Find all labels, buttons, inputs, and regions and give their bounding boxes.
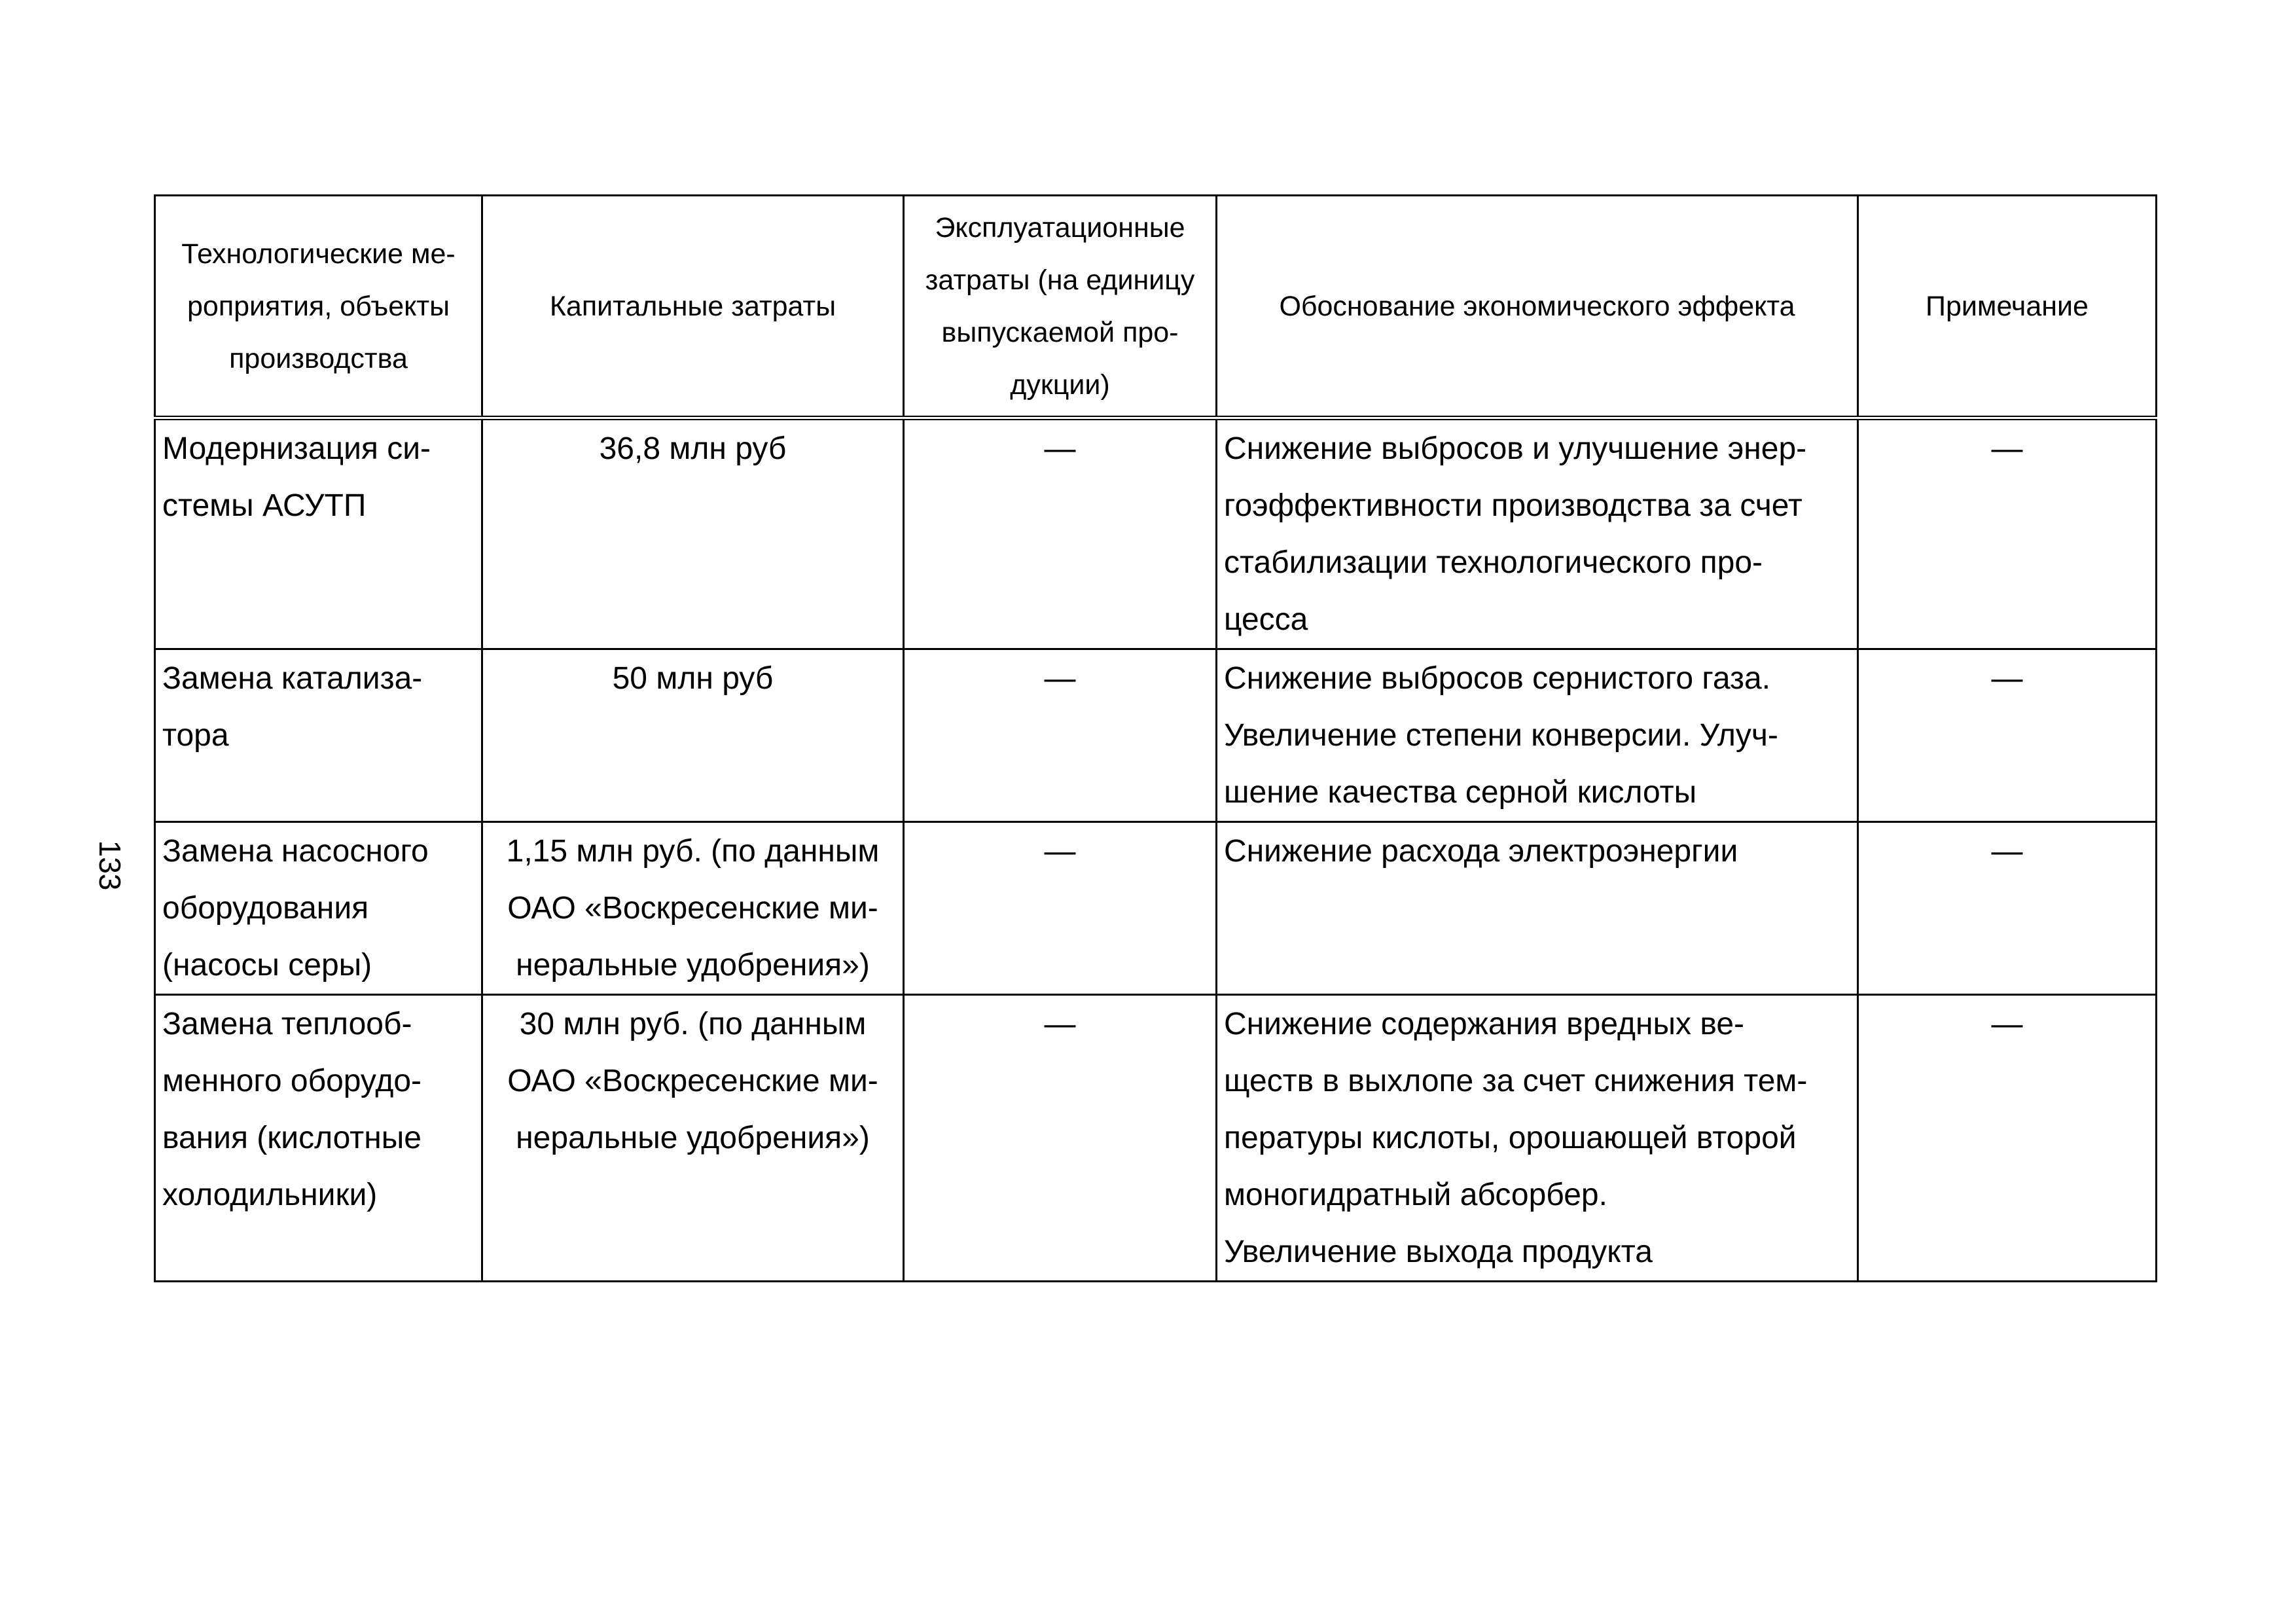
page-number: 133 bbox=[93, 840, 127, 891]
header-note: Примечание bbox=[1858, 196, 2157, 418]
cell-note: — bbox=[1858, 822, 2157, 995]
table-body bbox=[155, 418, 2157, 1282]
cell-capital: 50 млн руб bbox=[482, 649, 904, 822]
table-row bbox=[155, 418, 2157, 649]
cell-operating: — bbox=[904, 418, 1217, 649]
cell-note: — bbox=[1858, 995, 2157, 1282]
cell-capital: 1,15 млн руб. (по данным ОАО «Воскресенские ми- неральные удобрения») bbox=[482, 822, 904, 995]
header-justification: Обоснование экономического эффекта bbox=[1217, 196, 1858, 418]
cell-operating: — bbox=[904, 649, 1217, 822]
cell-measure: Замена катализа- тора bbox=[155, 649, 482, 822]
table-row bbox=[155, 995, 2157, 1282]
table-header bbox=[155, 196, 2157, 418]
cell-note: — bbox=[1858, 418, 2157, 649]
measures-table bbox=[154, 194, 2157, 1282]
header-capital-costs: Капитальные затраты bbox=[482, 196, 904, 418]
cell-measure: Модернизация си- стемы АСУТП bbox=[155, 418, 482, 649]
header-operating-costs: Эксплуатационные затраты (на единицу выпускаемой про- дукции) bbox=[904, 196, 1217, 418]
cell-operating: — bbox=[904, 995, 1217, 1282]
cell-justification: Снижение выбросов и улучшение энер- гоэффективности производства за счет стабилизации технологического про- цесса bbox=[1217, 418, 1858, 649]
cell-operating: — bbox=[904, 822, 1217, 995]
cell-note: — bbox=[1858, 649, 2157, 822]
cell-justification: Снижение расхода электроэнергии bbox=[1217, 822, 1858, 995]
header-row bbox=[155, 196, 2157, 418]
cell-justification: Снижение содержания вредных ве- ществ в выхлопе за счет снижения тем- пературы кислоты, орошающей второй моногидратный абсорбер. Увеличение выхода продукта bbox=[1217, 995, 1858, 1282]
cell-measure: Замена теплооб- менного оборудо- вания (кислотные холодильники) bbox=[155, 995, 482, 1282]
cell-justification: Снижение выбросов сернистого газа. Увеличение степени конверсии. Улуч- шение качества серной кислоты bbox=[1217, 649, 1858, 822]
table-row bbox=[155, 822, 2157, 995]
table-row bbox=[155, 649, 2157, 822]
header-measures: Технологические ме- роприятия, объекты производства bbox=[155, 196, 482, 418]
cell-measure: Замена насосного оборудования (насосы серы) bbox=[155, 822, 482, 995]
cell-capital: 36,8 млн руб bbox=[482, 418, 904, 649]
cell-capital: 30 млн руб. (по данным ОАО «Воскресенские ми- неральные удобрения») bbox=[482, 995, 904, 1282]
